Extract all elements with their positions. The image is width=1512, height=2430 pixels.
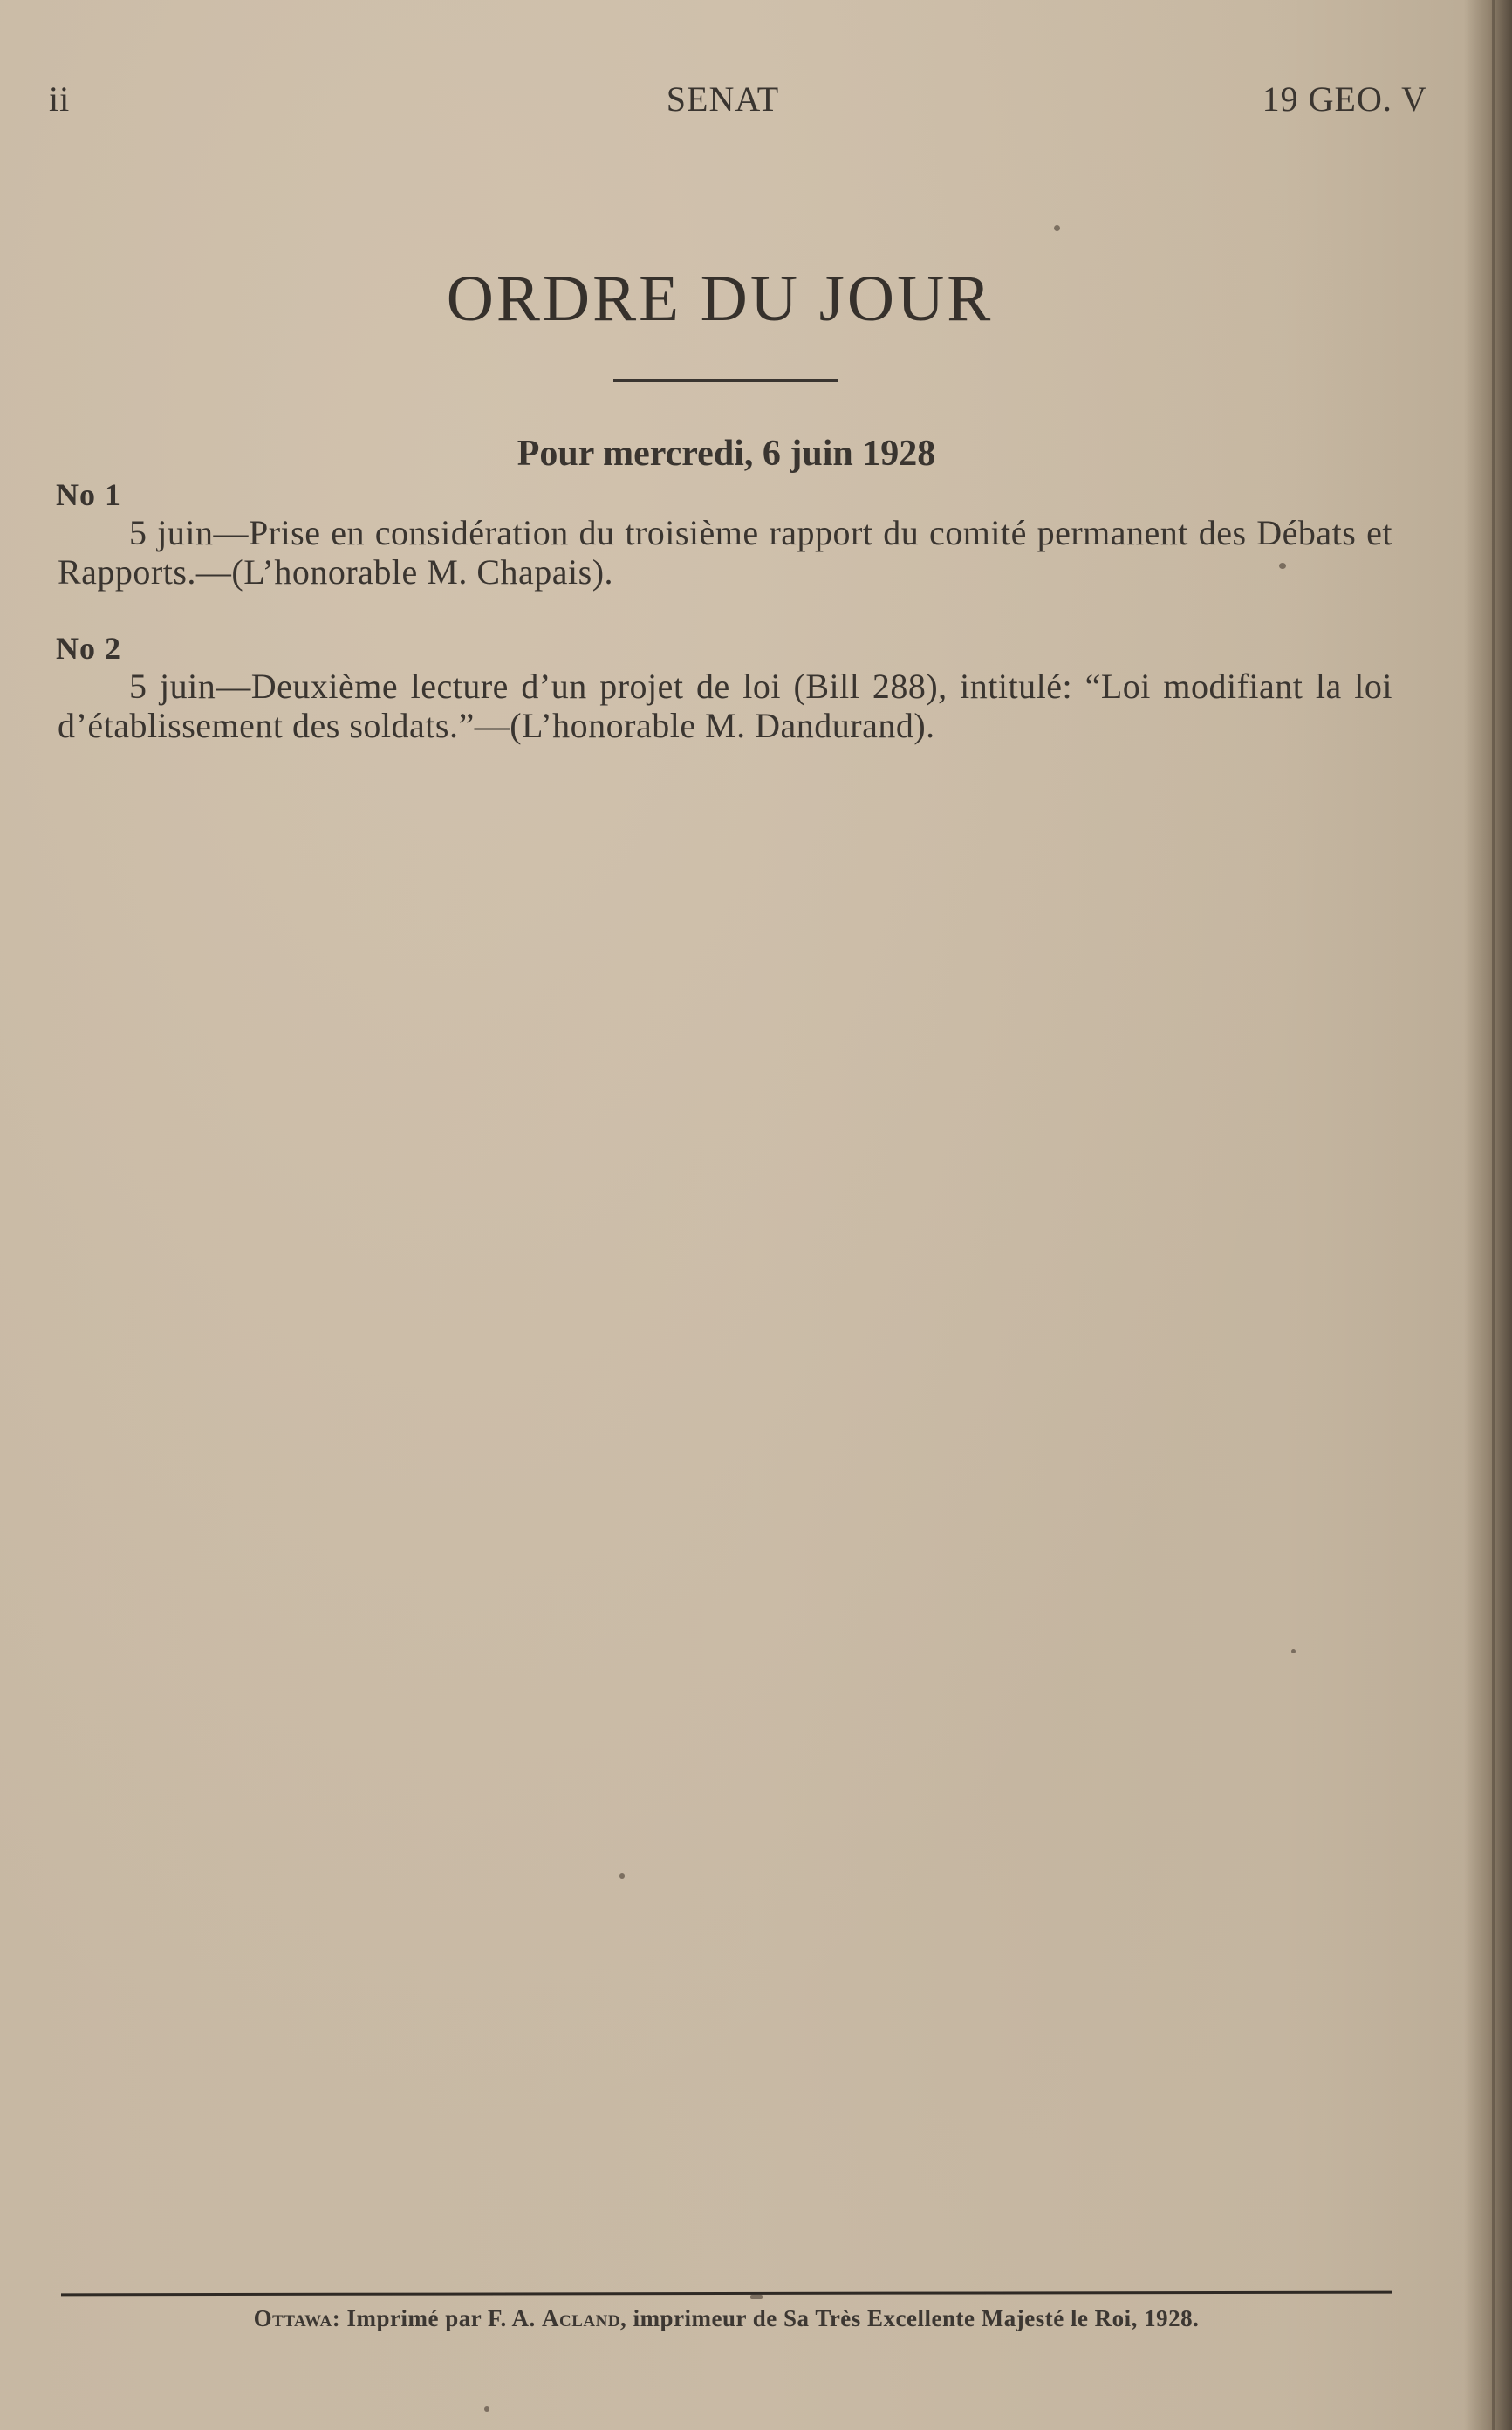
running-head-title: SENAT [666,79,780,119]
item-label-2: No 2 [56,631,121,666]
title-divider [613,379,838,382]
imprint-rest: imprimeur de Sa Très Excellente Majesté le Roi, 1928. [633,2305,1200,2331]
page-edge-line [1492,0,1495,2430]
paper-speck [619,1873,625,1879]
paper-speck [750,2295,763,2299]
page-title: ORDRE DU JOUR [446,263,994,335]
imprint-printer: Acland, [542,2305,627,2331]
paper-speck [1054,225,1060,231]
item-text-2: 5 juin—Deuxième lecture d’un projet de loi (Bill 288), intitulé: “Loi modifiant la loi d’établissement des soldats.”—(L’honorable M. Dandurand). [58,667,1392,745]
item-label-1: No 1 [56,477,121,512]
item-text-1: 5 juin—Prise en considération du troisième rapport du comité permanent des Débats et Rapports.—(L’honorable M. Chapais). [58,513,1392,592]
footer-divider [61,2291,1392,2297]
running-head [49,79,1427,122]
imprint-footer [0,2305,1453,2332]
paper-speck [484,2406,489,2412]
imprint-printed-by: Imprimé par F. A. [346,2305,536,2331]
date-heading: Pour mercredi, 6 juin 1928 [517,434,936,474]
paper-speck [1279,563,1286,569]
page-number: ii [49,79,71,119]
running-head-regnal-year: 19 GEO. V [1262,79,1427,119]
imprint-city: Ottawa: [253,2305,341,2331]
page-edge-shadow [1464,0,1512,2430]
paper-speck [1291,1649,1296,1653]
